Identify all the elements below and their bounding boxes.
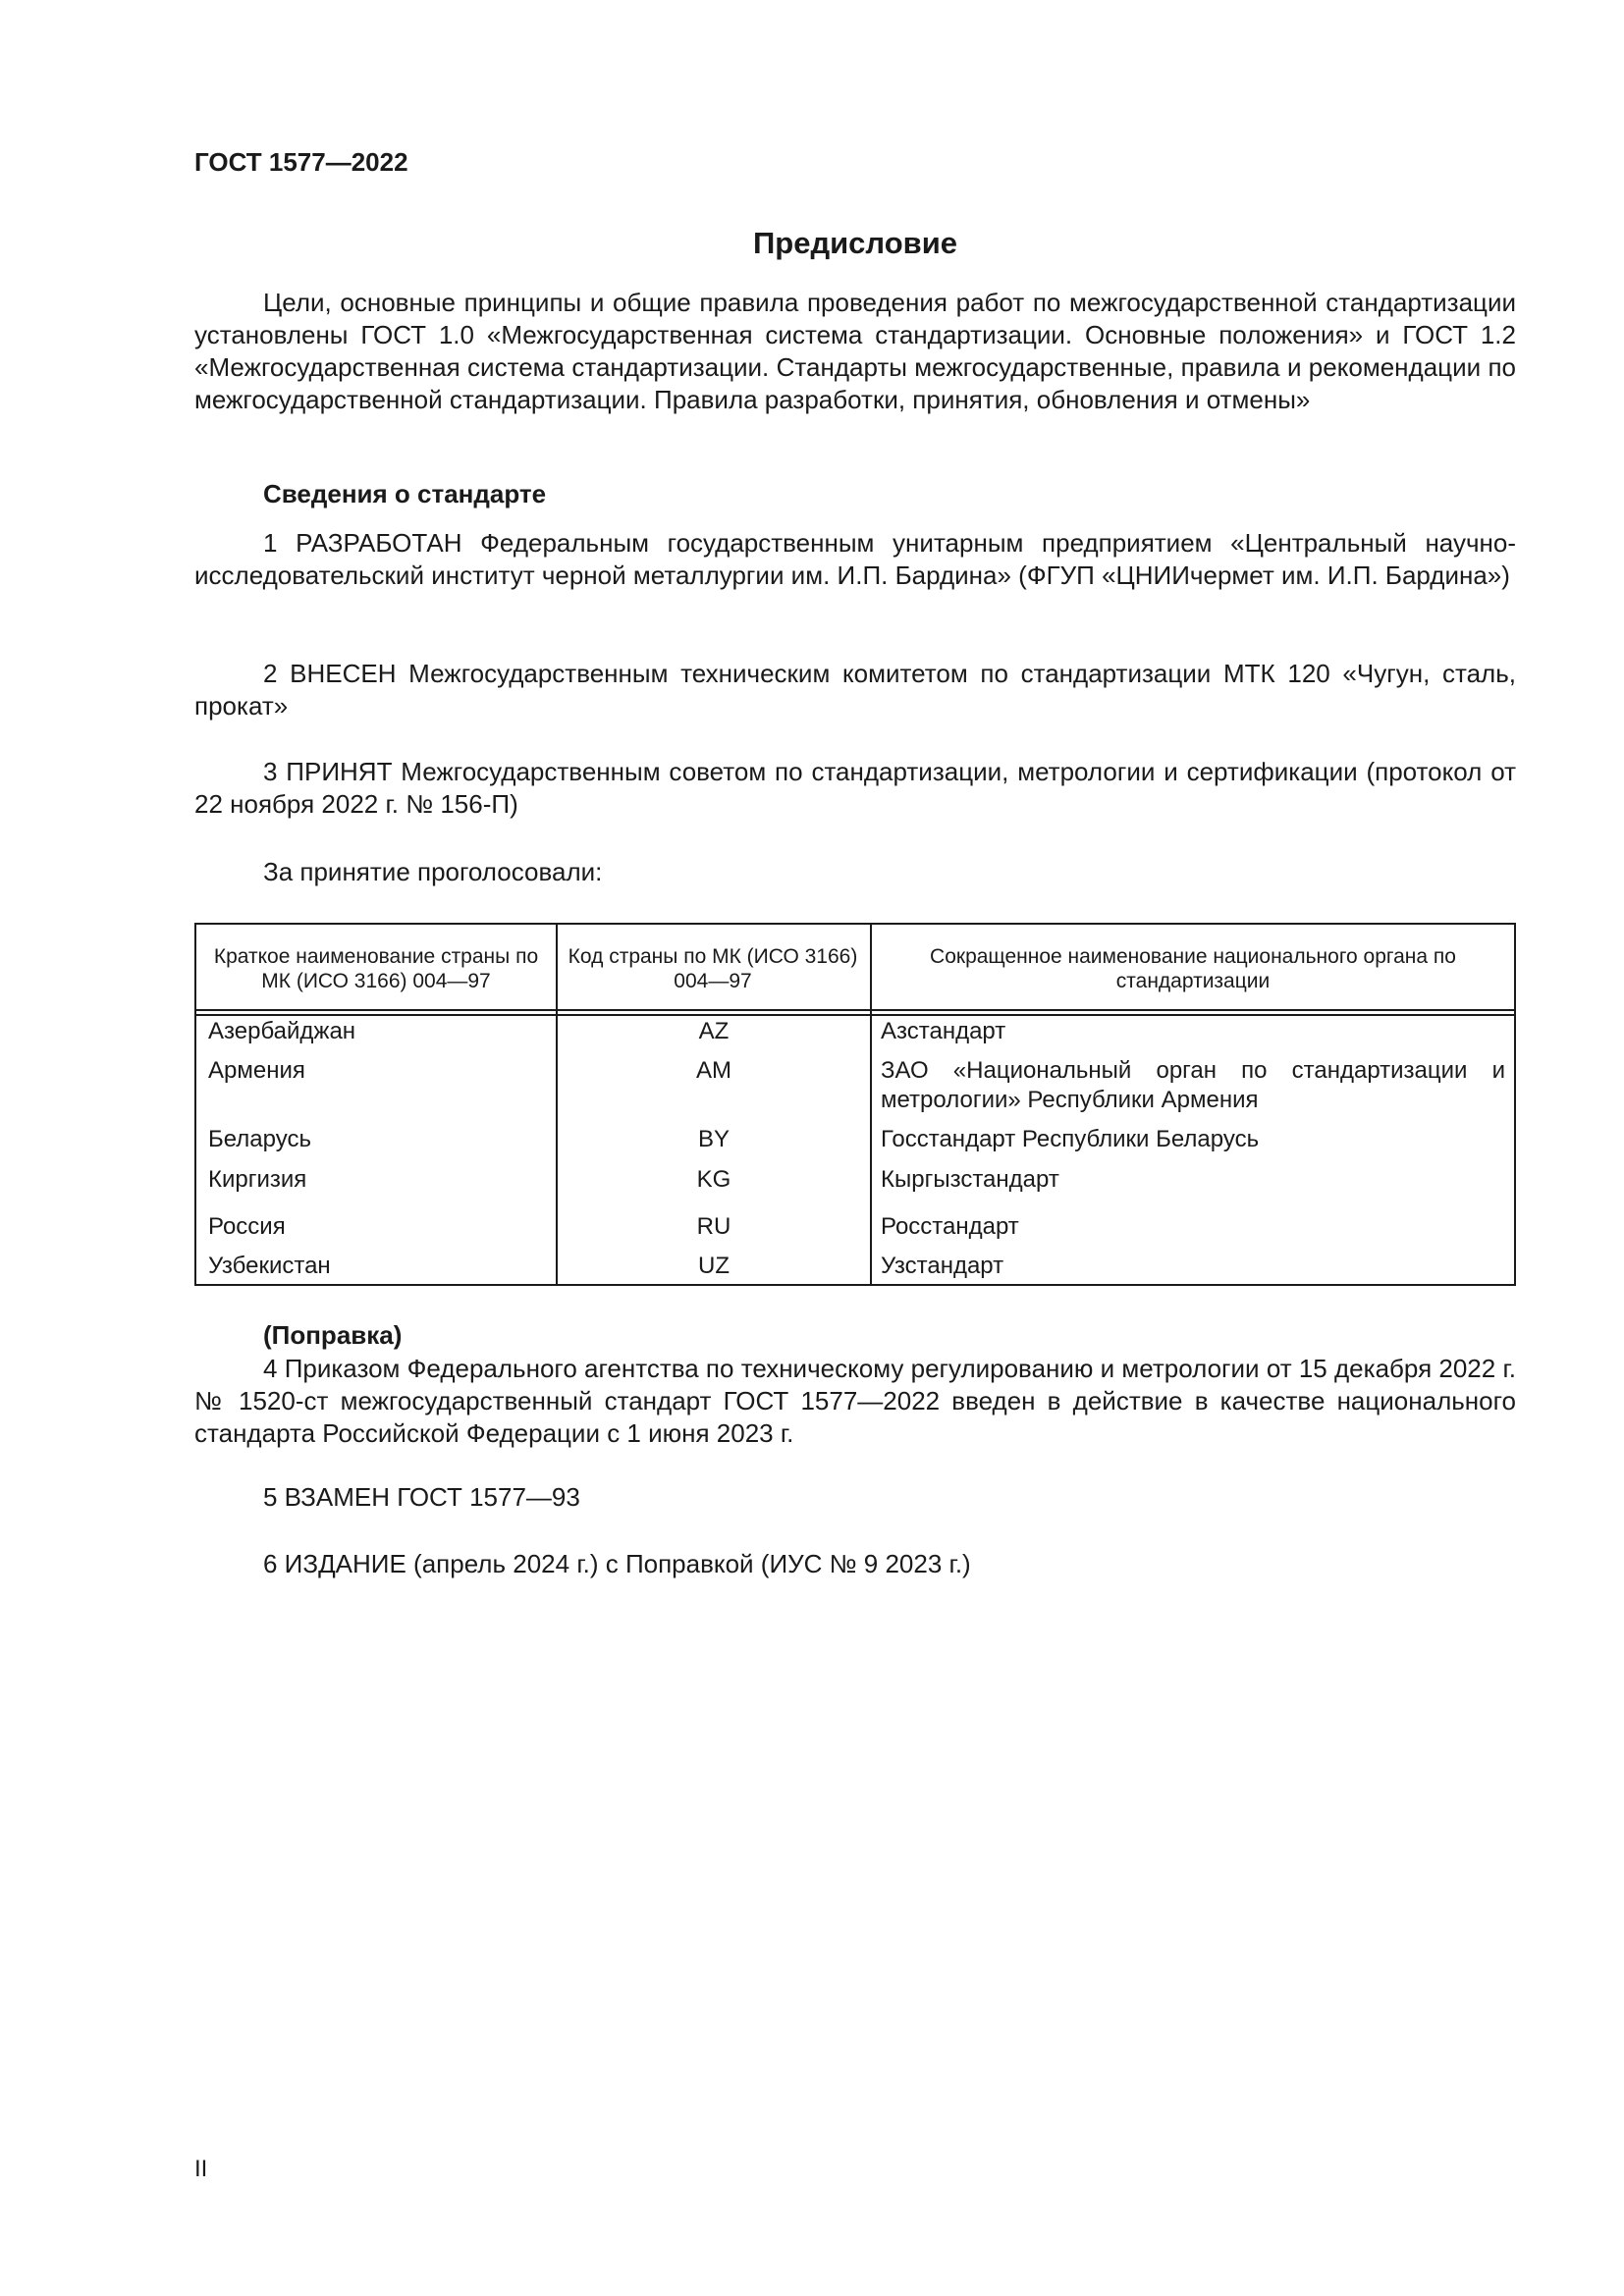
cell-body: Росстандарт <box>881 1213 1019 1240</box>
table-header-rule <box>196 1009 1514 1011</box>
cell-country: Армения <box>208 1057 305 1084</box>
item-2-paragraph: 2 ВНЕСЕН Межгосударственным техническим комитетом по стандартизации МТК 120 «Чугун, сталь, прокат» <box>194 659 1516 721</box>
cell-code: AZ <box>698 1018 730 1044</box>
table-header-rule <box>196 1014 1514 1016</box>
table-header-country: Краткое наименование страны по МК (ИСО 3166) 004—97 <box>213 945 539 992</box>
page-number: II <box>194 2156 208 2182</box>
table-header-code: Код страны по МК (ИСО 3166) 004—97 <box>568 945 858 992</box>
voted-label: За принятие проголосовали: <box>263 857 603 886</box>
cell-code: RU <box>696 1213 731 1240</box>
cell-code: BY <box>697 1126 730 1152</box>
cell-body: Азстандарт <box>881 1018 1006 1044</box>
intro-paragraph: Цели, основные принципы и общие правила проведения работ по межгосударственной стандартизации установлены ГОСТ 1.0 «Межгосударственная система стандартизации. Основные положения» и ГОСТ 1.2 «Межгосударственная система стандартизации. Стандарты межгосударственные, правила и рекомендации по межгосударственной стандартизации. Правила разработки, принятия, обновления и отмены» <box>194 288 1516 414</box>
item-3-paragraph: 3 ПРИНЯТ Межгосударственным советом по стандартизации, метрологии и сертификации (протокол от 22 ноября 2022 г. № 156-П) <box>194 757 1516 819</box>
cell-country: Узбекистан <box>208 1253 331 1279</box>
item-5-paragraph: 5 ВЗАМЕН ГОСТ 1577—93 <box>263 1482 580 1512</box>
cell-body: Кыргызстандарт <box>881 1166 1059 1193</box>
cell-code: KG <box>696 1166 731 1193</box>
item-6-paragraph: 6 ИЗДАНИЕ (апрель 2024 г.) с Поправкой (ИУС № 9 2023 г.) <box>263 1549 971 1578</box>
cell-code: UZ <box>698 1253 730 1279</box>
cell-body: ЗАО «Национальный орган по стандартизации и метрологии» Республики Армения <box>881 1057 1505 1113</box>
item-1-paragraph: 1 РАЗРАБОТАН Федеральным государственным унитарным предприятием «Центральный научно-исследовательский институт черной металлургии им. И.П. Бардина» (ФГУП «ЦНИИчермет им. И.П. Бардина») <box>194 528 1516 590</box>
table-divider <box>870 925 872 1284</box>
cell-code: AM <box>696 1057 731 1084</box>
voting-table <box>194 923 1516 1286</box>
document-code: ГОСТ 1577—2022 <box>194 147 408 177</box>
cell-country: Азербайджан <box>208 1018 356 1044</box>
item-4-paragraph: 4 Приказом Федерального агентства по техническому регулированию и метрологии от 15 декабря 2022 г. № 1520-ст межгосударственный стандарт ГОСТ 1577—2022 введен в действие в качестве национального стандарта Российской Федерации с 1 июня 2023 г. <box>194 1354 1516 1448</box>
cell-country: Россия <box>208 1213 286 1240</box>
cell-country: Киргизия <box>208 1166 307 1193</box>
cell-body: Узстандарт <box>881 1253 1004 1279</box>
page-title: Предисловие <box>752 226 957 260</box>
amendment-label: (Поправка) <box>263 1320 403 1350</box>
table-header-body: Сокращенное наименование национального органа по стандартизации <box>930 945 1456 992</box>
cell-country: Беларусь <box>208 1126 311 1152</box>
cell-body: Госстандарт Республики Беларусь <box>881 1126 1260 1152</box>
section-heading: Сведения о стандарте <box>263 479 547 508</box>
